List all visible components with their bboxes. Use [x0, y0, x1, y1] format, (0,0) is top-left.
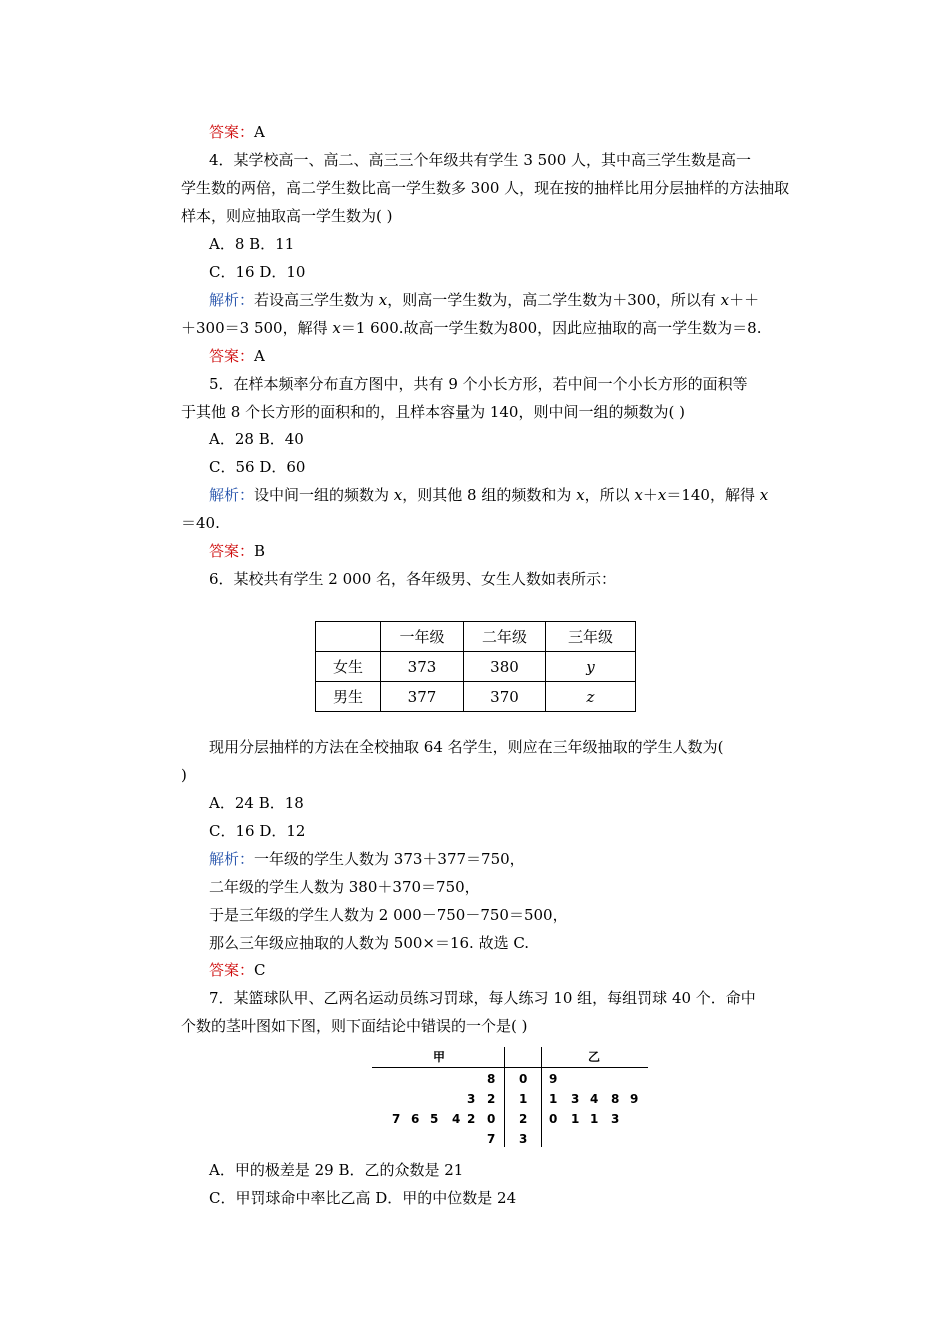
leaf: 1	[590, 1112, 599, 1126]
q6-stem-line2: 现用分层抽样的方法在全校抽取 64 名学生，则应在三年级抽取的学生人数为(	[209, 738, 724, 756]
left-title: 甲	[433, 1050, 446, 1064]
q6-analysis-line3: 于是三年级的学生人数为 2 000－750－750＝500，	[209, 906, 568, 924]
q5-stem-line1: 5．在样本频率分布直方图中，共有 9 个小长方形，若中间一个小长方形的面积等	[209, 375, 748, 393]
row-label: 女生	[316, 652, 381, 682]
table-cell: 370	[464, 682, 546, 712]
table-header: 二年级	[464, 622, 546, 652]
analysis-label: 解析：	[209, 291, 255, 309]
leaf: 9	[630, 1092, 639, 1106]
q5-options-cd: C．56 D．60	[209, 458, 306, 476]
table-header: 三年级	[546, 622, 636, 652]
q6-options-cd: C．16 D．12	[209, 822, 306, 840]
q6-analysis-line2: 二年级的学生人数为 380＋370＝750，	[209, 878, 480, 896]
analysis-label: 解析：	[209, 850, 255, 868]
var-x: x	[657, 486, 667, 504]
stem-value: 3	[519, 1132, 528, 1146]
answer-line-q5	[209, 541, 265, 561]
q4-analysis-line1	[209, 290, 759, 310]
leaf: 3	[611, 1112, 620, 1126]
table-header-row	[316, 622, 636, 652]
answer-label: 答案：	[209, 123, 255, 141]
var-x: x	[576, 486, 585, 504]
q7-stem-line1: 7．某篮球队甲、乙两名运动员练习罚球，每人练习 10 组，每组罚球 40 个．命中	[209, 989, 756, 1007]
answer-line-q6	[209, 960, 266, 980]
row-label: 男生	[316, 682, 381, 712]
stem-leaf-plot	[372, 1047, 648, 1147]
q6-analysis-line1	[209, 849, 525, 869]
q5-analysis-line2: ＝40.	[181, 514, 220, 532]
leaf: 4	[452, 1112, 461, 1126]
answer-label: 答案：	[209, 542, 255, 560]
text: ，则其他 8 组的频数和为	[402, 486, 577, 504]
table-cell	[316, 622, 381, 652]
leaf: 1	[571, 1112, 580, 1126]
leaf: 4	[590, 1092, 599, 1106]
var-x: x	[759, 486, 769, 504]
text: ＝1 600.故高一学生数为800，因此应抽取的高一学生数为＝8.	[340, 319, 762, 337]
analysis-label: 解析：	[209, 486, 255, 504]
leaf: 8	[487, 1072, 496, 1086]
text: ＋＋	[729, 291, 760, 309]
q7-stem-line2: 个数的茎叶图如下图，则下面结论中错误的一个是( )	[181, 1017, 528, 1035]
table-cell	[546, 682, 636, 712]
q6-analysis-line4: 那么三年级应抽取的人数为 500×＝16. 故选 C.	[209, 934, 530, 952]
table-cell: 377	[381, 682, 464, 712]
var-x: x	[378, 291, 388, 309]
header-rule	[372, 1067, 648, 1068]
var-z: z	[586, 687, 595, 706]
table-cell	[546, 652, 636, 682]
q5-analysis-line1	[209, 485, 768, 505]
text: ＝140，解得	[666, 486, 760, 504]
text: 若设高三学生数为	[254, 291, 379, 309]
leaf: 7	[392, 1112, 401, 1126]
text: ＋	[642, 486, 658, 504]
var-x: x	[720, 291, 730, 309]
answer-label: 答案：	[209, 961, 255, 979]
text: 设中间一组的频数为	[254, 486, 394, 504]
q6-stem-line1: 6．某校共有学生 2 000 名，各年级男、女生人数如表所示：	[209, 570, 617, 588]
q4-stem-line3: 样本，则应抽取高一学生数为( )	[181, 207, 393, 225]
leaf: 6	[411, 1112, 420, 1126]
answer-line-q4	[209, 346, 265, 366]
grade-table	[315, 621, 636, 712]
stem-divider-right	[541, 1047, 542, 1147]
stem-divider-left	[504, 1047, 505, 1147]
right-title: 乙	[588, 1050, 601, 1064]
text: ＋300＝3 500，解得	[181, 319, 333, 337]
leaf: 1	[549, 1092, 558, 1106]
leaf: 3	[571, 1092, 580, 1106]
stem-value: 0	[519, 1072, 528, 1086]
text: ，则高一学生数为，高二学生数为＋300，所以有	[387, 291, 721, 309]
leaf: 2	[487, 1092, 496, 1106]
answer-label: 答案：	[209, 347, 255, 365]
leaf: 9	[549, 1072, 558, 1086]
answer-value: A	[254, 347, 265, 365]
leaf: 8	[611, 1092, 620, 1106]
q7-options-cd: C．甲罚球命中率比乙高 D．甲的中位数是 24	[209, 1189, 517, 1207]
table-cell: 373	[381, 652, 464, 682]
q5-stem-line2: 于其他 8 个长方形的面积和的，且样本容量为 140，则中间一组的频数为( )	[181, 403, 685, 421]
table-cell: 380	[464, 652, 546, 682]
q4-stem-line1: 4．某学校高一、高二、高三三个年级共有学生 3 500 人，其中高三学生数是高一	[209, 151, 752, 169]
leaf: 3	[467, 1092, 476, 1106]
table-row	[316, 652, 636, 682]
var-x: x	[332, 319, 341, 337]
q4-options-cd: C．16 D．10	[209, 263, 306, 281]
text: 一年级的学生人数为 373＋377＝750，	[254, 850, 525, 868]
var-x: x	[393, 486, 403, 504]
answer-value: C	[254, 961, 266, 979]
var-y: y	[586, 657, 595, 676]
stem-value: 2	[519, 1112, 528, 1126]
leaf: 5	[430, 1112, 439, 1126]
q5-options-ab: A．28 B．40	[209, 430, 304, 448]
answer-value: A	[254, 123, 265, 141]
q4-options-ab: A．8 B．11	[209, 235, 295, 253]
q4-stem-line2: 学生数的两倍，高二学生数比高一学生数多 300 人，现在按的抽样比用分层抽样的方法抽取	[181, 179, 790, 197]
leaf: 7	[487, 1132, 496, 1146]
leaf: 2	[467, 1112, 476, 1126]
leaf: 0	[487, 1112, 496, 1126]
q7-options-ab: A．甲的极差是 29 B．乙的众数是 21	[209, 1161, 464, 1179]
answer-value: B	[254, 542, 266, 560]
stem-value: 1	[519, 1092, 528, 1106]
q6-stem-line3: )	[181, 766, 187, 784]
table-row	[316, 682, 636, 712]
q4-analysis-line2	[181, 318, 761, 338]
q6-options-ab: A．24 B．18	[209, 794, 304, 812]
var-x: x	[634, 486, 643, 504]
answer-line-q3	[209, 122, 265, 142]
text: ，所以	[584, 486, 635, 504]
leaf: 0	[549, 1112, 558, 1126]
table-header: 一年级	[381, 622, 464, 652]
